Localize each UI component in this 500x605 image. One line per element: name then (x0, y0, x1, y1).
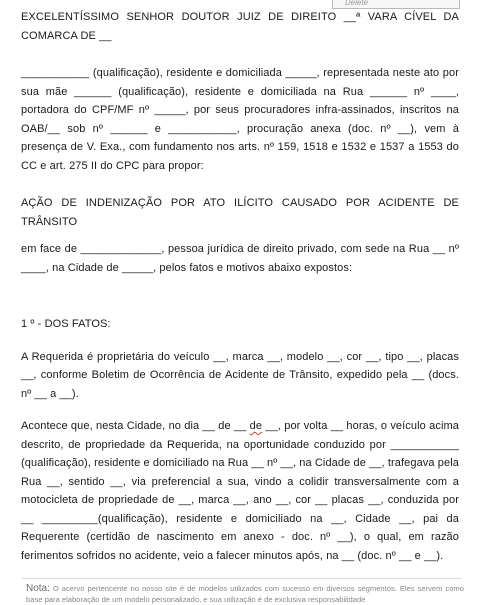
footer-note (26, 583, 464, 605)
accident-text-part2: __, por volta __ horas, o veículo acima descrito, de propriedade da Requerida, na oportunidade conduzido por ___________ (qualificação), residente e domiciliado na Rua __ nº __, na Cidade de __, trafegava pela Rua __, sentido __, via preferencial a sua, vindo a colidir transversalmente com a motocicleta de propriedade de __, marca __, ano __, cor __ placas __, conduzida por __ _________(qualificação), residente e domiciliado na __, Cidade __, pai da Requerente (certidão de nascimento em anexo - doc. nº __), o qual, em razão ferimentos sofridos no acidente, veio a falecer minutos após, na __ (doc. nº __ e __). (21, 420, 460, 562)
defendant-paragraph: em face de _____________, pessoa jurídica de direito privado, com sede na Rua __ nº ____, na Cidade de _____, pelos fatos e motivos abaixo expostos: (21, 243, 459, 274)
footer-divider (22, 578, 462, 579)
petition-document (21, 8, 459, 565)
accident-paragraph (21, 417, 459, 565)
delete-button[interactable]: Delete (332, 0, 460, 9)
note-text: O acervo pertencente no nosso site é de modelos utilizados com sucesso em diversos segmentos. Eles servem como base para elaboração de um modelo personalizado, e sua utilização é de exclusiva responsabilidade (26, 584, 464, 604)
note-label: Nota: (26, 583, 50, 594)
accident-text-part1: Acontece que, nesta Cidade, no dia __ de __ (21, 420, 250, 432)
facts-heading: 1 º - DOS FATOS: (21, 318, 111, 330)
spellcheck-flagged-word: de (249, 420, 263, 432)
qualification-paragraph: ___________ (qualificação), residente e domiciliada _____, representada neste ato por sua mãe ______ (qualificação), residente e domiciliada na Rua ______ nº ____, portadora do CPF/MF nº _____, por seus procuradores infra-assinados, inscritos na OAB/__ sob nº ______ e ___________, procuração anexa (doc. nº __), vem à presença de V. Exa., com fundamento nos arts. nº 159, 1518 e 1532 e 1537 a 1553 do CC e art. 275 II do CPC para propor: (21, 67, 459, 172)
vehicle-paragraph: A Requerida é proprietária do veículo __, marca __, modelo __, cor __, tipo __, placas __, conforme Boletim de Ocorrência de Acidente de Trânsito, expedido pela __ (docs. nº __ a __). (21, 350, 459, 400)
petition-heading: EXCELENTÍSSIMO SENHOR DOUTOR JUIZ DE DIREITO __ª VARA CÍVEL DA COMARCA DE __ (21, 11, 459, 42)
action-title: AÇÃO DE INDENIZAÇÃO POR ATO ILÍCITO CAUSADO POR ACIDENTE DE TRÂNSITO (21, 197, 459, 228)
